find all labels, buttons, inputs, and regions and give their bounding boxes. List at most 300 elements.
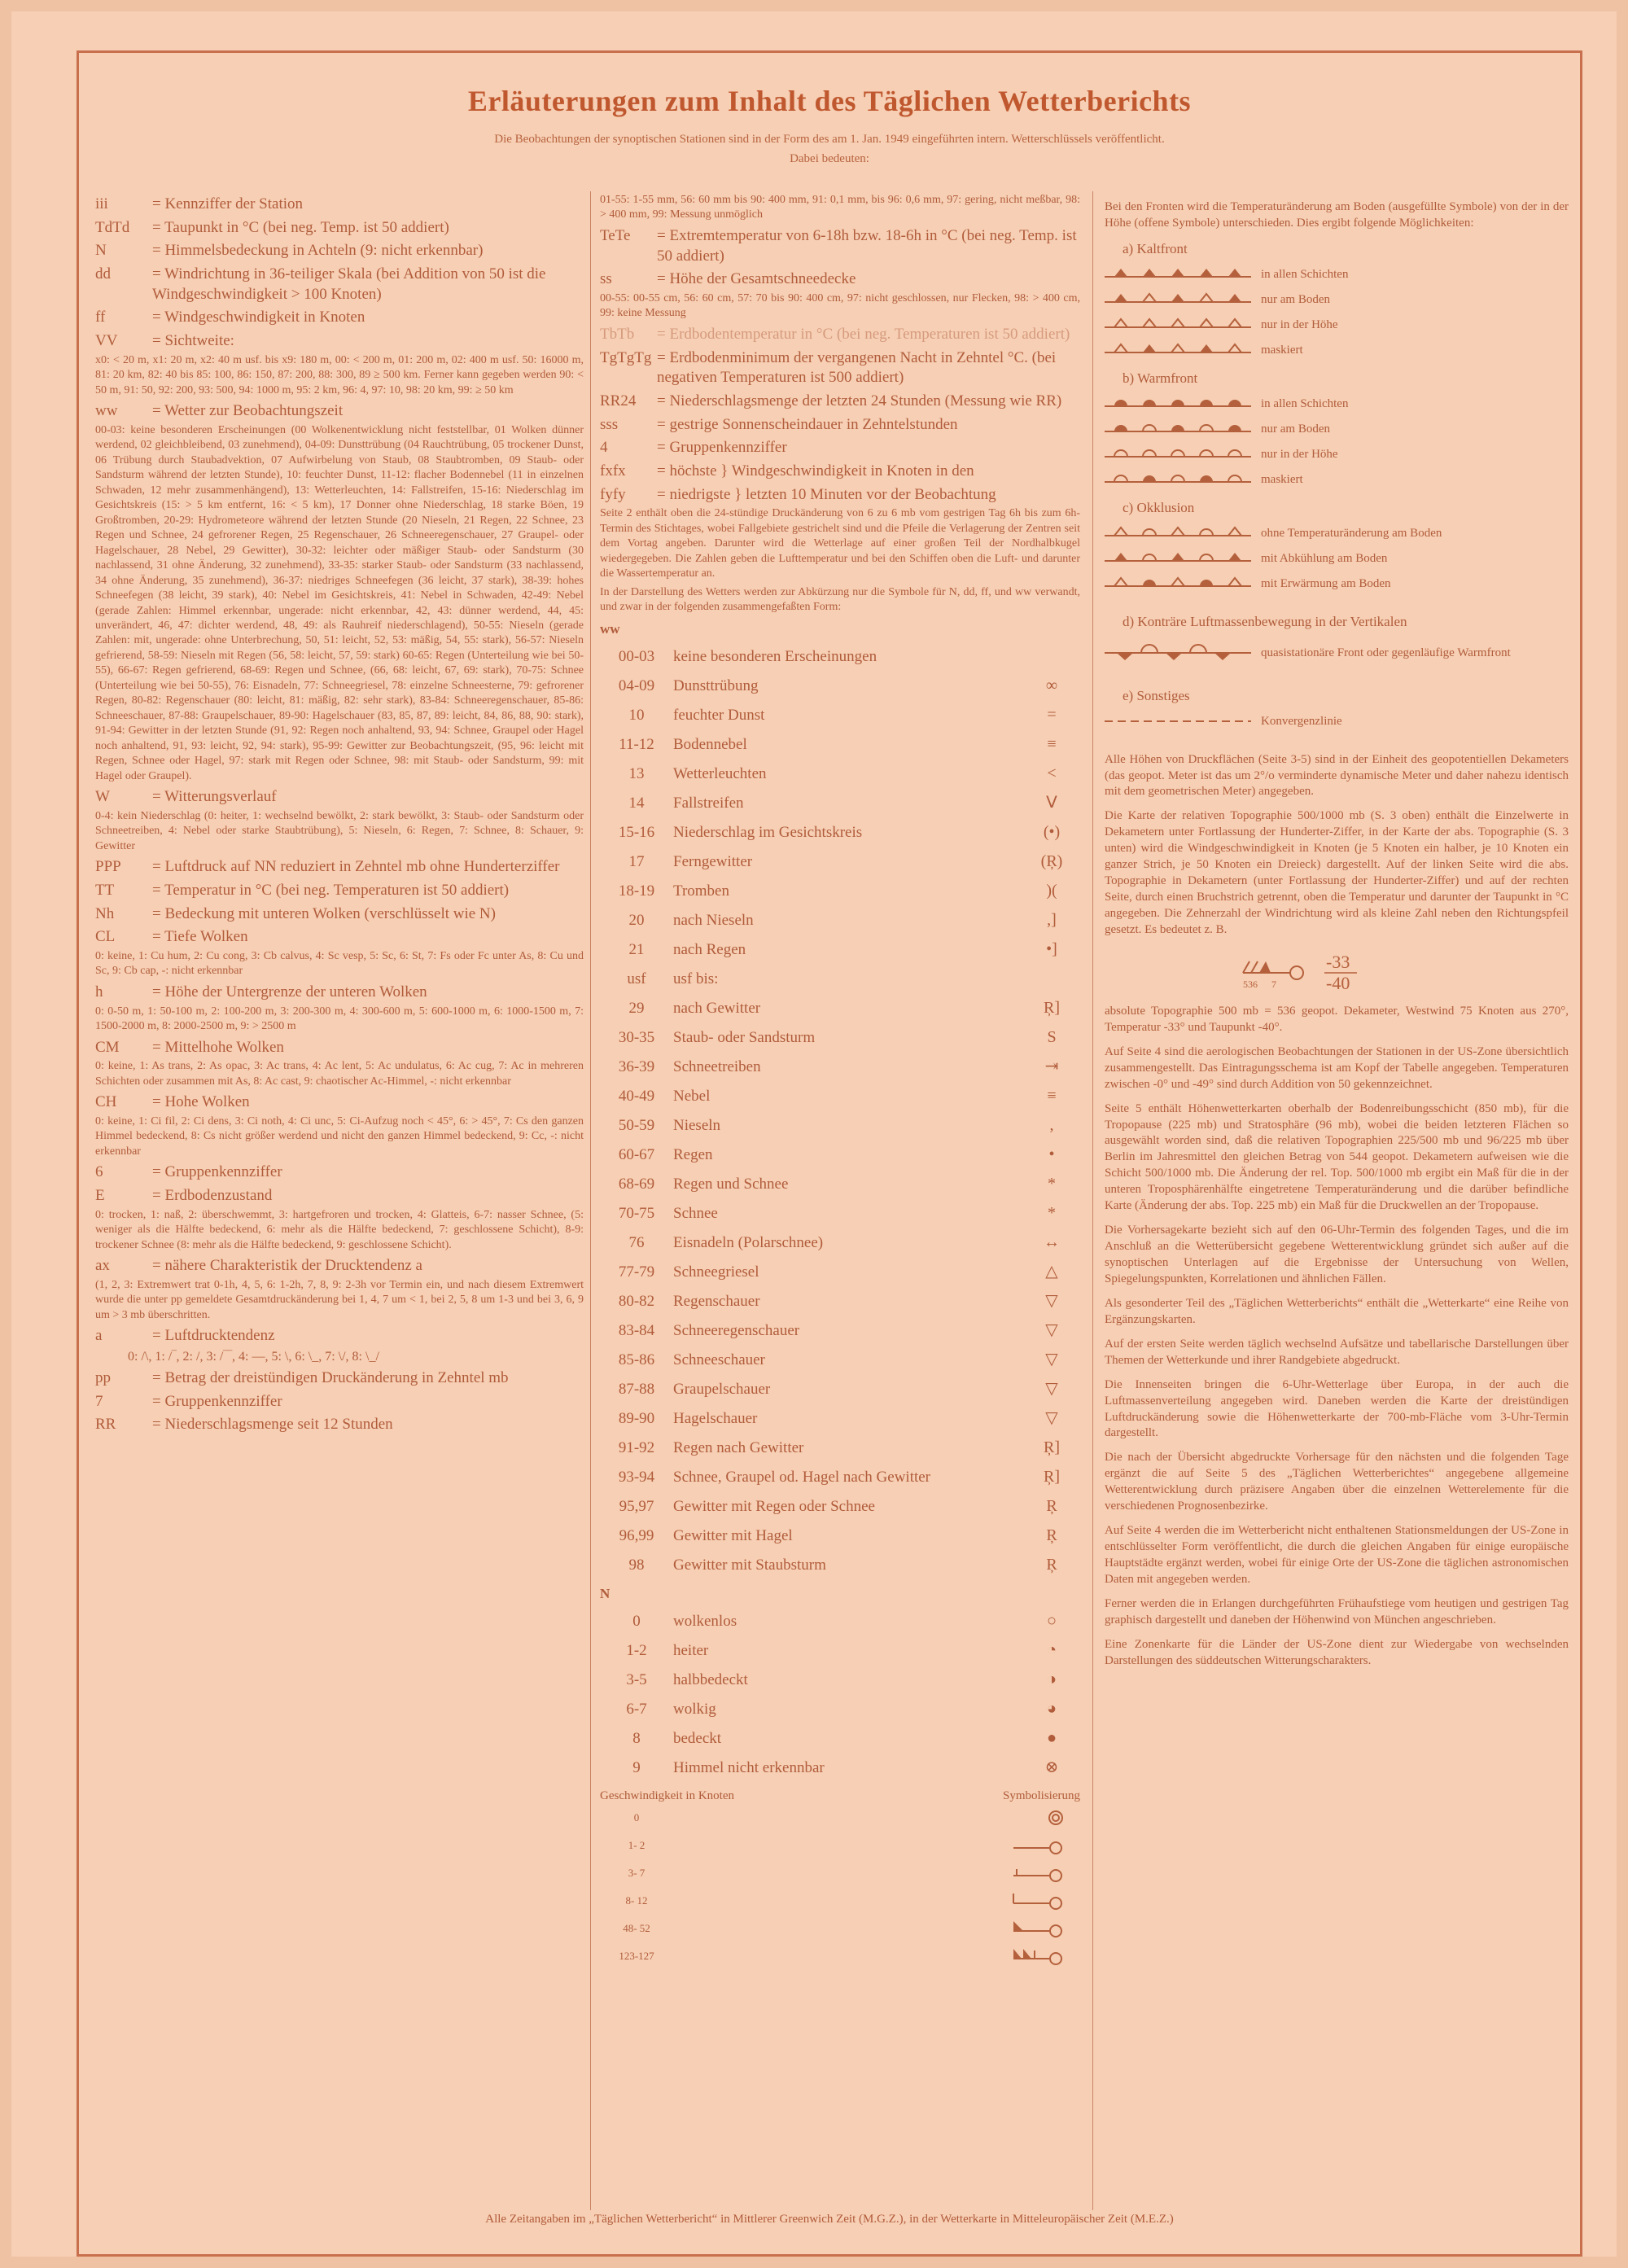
def-sss: [600, 415, 1080, 436]
ww-row-code: 83-84: [618, 1321, 655, 1339]
def-value: = höchste } Windgeschwindigkeit in Knoten in den: [657, 462, 974, 480]
def-value: = nähere Charakteristik der Drucktendenz a: [152, 1257, 422, 1275]
convergence-line-label: Konvergenzlinie: [1261, 714, 1342, 728]
ww-row-symbol: *: [1048, 1175, 1056, 1193]
n-row-description: wolkig: [673, 1700, 716, 1718]
def-group-4: [600, 438, 1080, 458]
wind-row: [600, 1832, 1080, 1859]
wind-symbol-table: [600, 1804, 1080, 1970]
def-key: CM: [95, 1038, 120, 1056]
ww-row-code: 70-75: [618, 1204, 655, 1222]
ww-row: [600, 994, 1080, 1023]
def-value: = Witterungsverlauf: [152, 788, 277, 806]
ww-row: [600, 1287, 1080, 1316]
ww-row-description: nach Nieseln: [673, 911, 754, 929]
ww-row-code: 40-49: [618, 1087, 655, 1105]
ww-row-symbol: ▽: [1045, 1380, 1058, 1399]
column-left: [95, 191, 584, 1435]
def-value: = Höhe der Gesamtschneedecke: [657, 270, 856, 288]
ww-row-code: 36-39: [618, 1057, 655, 1075]
page-sheet: [11, 11, 1617, 2257]
warm-front-symbol: [1105, 445, 1251, 463]
ww-row: [600, 1492, 1080, 1521]
h-explanation: 0: 0-50 m, 1: 50-100 m, 2: 100-200 m, 3: 200-300 m, 4: 300-600 m, 5: 600-1000 m, 6: 1000-1500 m, 7: 1500-2000 m, 8: 2000-2500 m, 9: > 2500 m: [95, 1005, 584, 1033]
occlusion-row: [1105, 571, 1569, 597]
ww-row-symbol: ≡: [1047, 1087, 1057, 1106]
ww-row-code: 13: [628, 764, 645, 782]
cold-front-row: [1105, 262, 1569, 287]
def-key: 6: [95, 1163, 103, 1181]
ww-row: [600, 1141, 1080, 1170]
ch-explanation: 0: keine, 1: Ci fil, 2: Ci dens, 3: Ci noth, 4: Ci unc, 5: Ci-Aufzug noch < 45°, 6: > 45°, 7: Cs den ganzen Himmel bedeckend, 8: Cs nicht größer werdend und nicht den ganzen Himmel bedeckend, 9: Cc, -: nicht erkennbar: [95, 1114, 584, 1158]
ww-row: [600, 1346, 1080, 1375]
ww-row: [600, 1228, 1080, 1258]
ww-row-code: 76: [628, 1233, 645, 1251]
warm-front-symbol: [1105, 420, 1251, 438]
cold-front-symbol: [1105, 341, 1251, 359]
ww-row: [600, 1023, 1080, 1053]
ww-row-code: 98: [628, 1556, 645, 1574]
page-subtitle: Die Beobachtungen der synoptischen Stationen sind in der Form des am 1. Jan. 1949 eingeführten intern. Wetterschlüssels veröffentlicht.: [494, 133, 1165, 146]
ww-row-description: Fallstreifen: [673, 794, 744, 812]
forecast-paragraph: Die Vorhersagekarte bezieht sich auf den 06-Uhr-Termin des folgenden Tages, und die im Anschluß an die Wetterübersicht gegebene Wetterentwicklung gründet sich außer auf die synoptischen Unterlagen auf die Ergebnisse der Untersuchung von Wellen, Spiegelungspunkten, Korrelationen und ähnlichen Fällen.: [1105, 1224, 1569, 1285]
cold-front-label: maskiert: [1261, 344, 1303, 357]
cl-explanation: 0: keine, 1: Cu hum, 2: Cu cong, 3: Cb calvus, 4: Sc vesp, 5: Sc, 6: St, 7: Fs oder Fc unter As, 8: Cu und Sc, 9: Cb cap, -: nicht erkennbar: [95, 950, 584, 978]
wetterkarte-paragraph: Als gesonderter Teil des „Täglichen Wetterberichts“ enthält die „Wetterkarte“ eine Reihe von Ergänzungskarten.: [1105, 1296, 1569, 1326]
def-ch: [95, 1092, 584, 1113]
def-key: PPP: [95, 858, 121, 876]
def-nh: [95, 904, 584, 925]
ww-row-description: Schneegriesel: [673, 1263, 759, 1281]
ww-row-code: 85-86: [618, 1351, 655, 1368]
ww-row-symbol: ▽: [1045, 1292, 1058, 1311]
ww-row: [600, 965, 1080, 994]
cold-front-heading: a) Kaltfront: [1123, 240, 1188, 256]
cm-explanation: 0: keine, 1: As trans, 2: As opac, 3: Ac trans, 4: Ac lent, 5: Ac undulatus, 6: Ac cug, 7: Ac in mehreren Schichten oder zusammen mit As, 8: Ac cast, 9: chaotischer Ac-Himmel, -: nicht erkennbar: [95, 1060, 584, 1088]
wind-row: [600, 1915, 1080, 1942]
def-key: TdTd: [95, 218, 130, 236]
def-key: iii: [95, 195, 108, 212]
wind-speed-range: 1- 2: [628, 1839, 646, 1852]
def-e: [95, 1186, 584, 1206]
ww-row-description: Regen: [673, 1145, 713, 1163]
def-tt: [95, 881, 584, 901]
def-value: = Mittelhohe Wolken: [152, 1038, 284, 1056]
wind-barb-icon: [1007, 1890, 1072, 1911]
ww-row-code: 14: [628, 794, 645, 812]
def-key: 4: [600, 439, 608, 457]
def-key: ss: [600, 270, 612, 288]
n-row: [600, 1754, 1080, 1783]
occlusion-symbol: [1105, 549, 1251, 567]
n-row-description: Himmel nicht erkennbar: [673, 1758, 825, 1776]
station-plot-example: [1105, 947, 1569, 996]
n-row: [600, 1724, 1080, 1754]
page-title: Erläuterungen zum Inhalt des Täglichen Wetterberichts: [467, 85, 1192, 117]
symbols-intro: In der Darstellung des Wetters werden zur Abkürzung nur die Symbole für N, dd, ff, und ww verwandt, und zwar in der folgenden zusammengefaßten Form:: [600, 585, 1080, 614]
n-row-code: 9: [632, 1758, 641, 1776]
warm-front-symbol: [1105, 471, 1251, 488]
def-value: = Erdbodenminimum der vergangenen Nacht in Zehntel °C. (bei negativen Temperaturen ist 500 addiert): [657, 348, 1057, 387]
ss-explanation: 00-55: 00-55 cm, 56: 60 cm, 57: 70 bis 90: 400 cm, 97: nicht geschlossen, nur Flecken, 98: > 400 cm, 99: keine Messung: [600, 292, 1080, 320]
ww-row-symbol: ,: [1049, 1116, 1054, 1135]
ww-row: [600, 906, 1080, 935]
ww-row-code: 50-59: [618, 1116, 655, 1134]
ww-row: [600, 847, 1080, 877]
def-value: = Hohe Wolken: [152, 1093, 250, 1111]
def-value: = Niederschlagsmenge der letzten 24 Stunden (Messung wie RR): [657, 392, 1062, 409]
example-height: 536: [1243, 978, 1258, 990]
ww-row-symbol: Ŗ: [1046, 1556, 1057, 1574]
n-table-heading: N: [600, 1585, 610, 1601]
def-value: = Erdbodentemperatur in °C (bei neg. Temperaturen ist 50 addiert): [657, 325, 1070, 343]
column-divider-1: [590, 191, 591, 2210]
ww-row-description: nach Regen: [673, 940, 746, 958]
def-tete: [600, 226, 1080, 266]
ww-row: [600, 1434, 1080, 1463]
def-ff: [95, 308, 584, 328]
contrary-movement-heading: d) Konträre Luftmassenbewegung in der Vertikalen: [1123, 613, 1407, 629]
n-row-description: heiter: [673, 1641, 709, 1659]
wind-barb-icon: [1007, 1918, 1072, 1939]
forecast-districts-paragraph: Die nach der Übersicht abgedruckte Vorhersage für den nächsten und die folgenden Tage ergänzt die auf Seite 5 des „Täglichen Wetterberichtes“ angegebene allgemeine Wetterentwicklung durch präzisere Angaben über die einzelnen Wetterelemente für die verschiedenen Prognosenbezirke.: [1105, 1451, 1569, 1513]
def-key: TeTe: [600, 226, 631, 244]
ww-row-symbol: ᐯ: [1046, 794, 1057, 812]
ww-row-description: Gewitter mit Regen oder Schnee: [673, 1497, 875, 1515]
ww-row: [600, 672, 1080, 701]
ww-row: [600, 818, 1080, 847]
def-value: = Bedeckung mit unteren Wolken (verschlüsselt wie N): [152, 904, 496, 922]
def-group-7: [95, 1392, 584, 1412]
ww-row-symbol: ▽: [1045, 1321, 1058, 1340]
seite5-paragraph: Seite 5 enthält Höhenwetterkarten oberhalb der Bodenreibungsschicht (850 mb), für die Tropopause (225 mb) und Stratosphäre (96 mb), wobei die beiden letzteren Flächen so ausgewählt worden sind, daß die relativen Topographien 225/500 mb und 96/225 mb über Berlin im Jahresmittel den gleichen Betrag von 544 geopot. Dekametern aufweisen wie die Schicht 500/1000 mb. Die Änderung der rel. Top. 500/1000 mb ergibt ein Maß für die in der unteren Troposphärenhälfte eingetretene Temperaturänderung und die darüber befindliche Karte (Änderung der abs. Top. 225 mb) ein Maß für die Druckwellen an der Tropopause.: [1105, 1101, 1569, 1213]
first-page-paragraph: Auf der ersten Seite werden täglich wechselnd Aufsätze und tabellarische Darstellungen über Themen der Wetterkunde und ihrer Randgebiete abgedruckt.: [1105, 1337, 1569, 1367]
cold-front-label: nur am Boden: [1261, 293, 1330, 307]
def-value: = Extremtemperatur von 6-18h bzw. 18-6h in °C (bei neg. Temp. ist 50 addiert): [657, 226, 1077, 265]
def-key: 7: [95, 1392, 103, 1410]
def-key: dd: [95, 265, 111, 283]
ww-row-code: 95,97: [619, 1497, 654, 1515]
ww-row-code: 04-09: [618, 676, 655, 694]
ww-row: [600, 701, 1080, 730]
ww-row-code: 87-88: [618, 1380, 655, 1398]
ww-row-code: 60-67: [618, 1145, 655, 1163]
n-row: [600, 1695, 1080, 1724]
n-row-code: 3-5: [626, 1670, 647, 1688]
ww-row-description: Regen und Schnee: [673, 1175, 789, 1193]
quasistationary-front-symbol: [1105, 644, 1251, 662]
n-row-symbol: ●: [1046, 1729, 1057, 1748]
def-value: = Gruppenkennziffer: [657, 439, 787, 457]
cold-front-symbol: [1105, 291, 1251, 309]
n-row: [600, 1607, 1080, 1636]
n-row-symbol: ◔: [1046, 1641, 1057, 1660]
def-value: = Windgeschwindigkeit in Knoten: [152, 309, 365, 326]
ww-row-code: 10: [628, 706, 645, 724]
zone-map-paragraph: Eine Zonenkarte für die Länder der US-Zone dient zur Wiedergabe von wechselnden Darstellungen des süddeutschen Witterungscharakters.: [1105, 1637, 1569, 1667]
ww-row: [600, 1463, 1080, 1492]
def-key: pp: [95, 1368, 111, 1386]
warm-front-list: [1105, 392, 1569, 493]
def-key: ax: [95, 1257, 110, 1275]
def-value: = gestrige Sonnenscheindauer in Zehntelstunden: [657, 415, 958, 433]
wind-barb-icon: [1007, 1946, 1072, 1967]
def-value: = Tiefe Wolken: [152, 928, 248, 946]
ww-row: [600, 789, 1080, 818]
ww-row-symbol: Ŗ]: [1044, 999, 1060, 1018]
warm-front-label: maskiert: [1261, 473, 1303, 487]
cold-front-row: [1105, 287, 1569, 313]
def-key: fyfy: [600, 485, 626, 503]
def-tdtd: [95, 218, 584, 239]
ww-row-description: usf bis:: [673, 970, 719, 987]
ww-row: [600, 1404, 1080, 1434]
ww-row: [600, 760, 1080, 789]
def-value: = Erdbodenzustand: [152, 1186, 273, 1204]
ww-row-symbol: △: [1045, 1263, 1058, 1281]
page-subtitle-2: Dabei bedeuten:: [790, 152, 869, 165]
occlusion-heading: c) Okklusion: [1123, 499, 1195, 515]
def-cm: [95, 1038, 584, 1058]
ww-row-code: 93-94: [618, 1468, 655, 1486]
ww-row: [600, 642, 1080, 672]
page-frame: [77, 50, 1582, 2257]
def-w: [95, 787, 584, 808]
rr-explanation: 01-55: 1-55 mm, 56: 60 mm bis 90: 400 mm, 91: 0,1 mm, bis 96: 0,6 mm, 97: gering, nicht meßbar, 98: > 400 mm, 99: Messung unmöglich: [600, 194, 1080, 221]
warm-front-row: [1105, 442, 1569, 467]
ww-table-heading: ww: [600, 620, 620, 637]
misc-heading: e) Sonstiges: [1123, 687, 1190, 703]
column-right: [1105, 191, 1569, 1678]
def-key: TgTgTg: [600, 348, 652, 366]
n-row-code: 1-2: [626, 1641, 647, 1659]
def-cl: [95, 927, 584, 948]
n-row-code: 6-7: [626, 1700, 647, 1718]
def-value: = Höhe der Untergrenze der unteren Wolken: [152, 983, 427, 1000]
ww-row-description: feuchter Dunst: [673, 706, 765, 724]
occlusion-symbol: [1105, 524, 1251, 542]
ww-explanation: 00-03: keine besonderen Erscheinungen (00 Wolkenentwicklung nicht feststellbar, 01 Wolken dünner werdend, 02 gleichbleibend, 03 zunehmend), 04-09: Dunsttrübung (04 Rauchtrübung, 05 trockener Dunst, 06 Trübung durch Staubadvektion, 07 Aufwirbelung von Staub, 08 Staubtromben, 09 Staub- oder Sandsturm während der letzten Stunde), 10: feuchter Dunst, 11-12: flacher Bodennebel (11 in einzelnen Schwaden, 12 mehr zusammenhängend), 13: Wetterleuchten, 14: Fallstreifen, 15-16: Niederschlag im Gesichtskreis (15: > 5 km entfernt, 16: < 5 km), 17 Donner ohne Niederschlag, 18 starke Böen, 19 Großtromben, 20-29: Hydrometeore während der letzten Stunde (20 Nieseln, 21 Regen, 22 Schnee, 23 Regen und Schnee, 24 gefrorener Regen, 25 Regenschauer, 26 Schneeregenschauer, 27 Graupel- oder Hagelschauer, 28 Nebel, 29 Gewitter), 30-32: leichter oder mäßiger Staub- oder Sandsturm (30 nachlassend, 31 ohne Änderung, 32 zunehmend), 33-35: starker Staub- oder Sandsturm (33 nachlassend, 34 ohne Änderung, 35 zunehmend), 36-37: niedriges Schneefegen (36 leicht, 37 stark), 38-39: hohes Schneefegen (38 leicht, 39 stark), 40: Nebel im Gesichtskreis, 41: Nebel in Schwaden, 42-49: Nebel (gerade Zahlen: Himmel erkennbar, ungerade: nicht erkennbar, 42, 43: dünner werdend, 44, 45: unverändert, 46, 47: dichter werdend, 48, 49: als Rauhreif niederschlagend), 50-55: Nieseln (gerade Zahlen: mit, ungerade: ohne Unterbrechung, 50, 51: leicht, 52, 53: mäßig, 54, 55: stark), 56-57: Nieseln gefrierend, 58-59: Nieseln mit Regen (56, 58: leicht, 57, 59: stark) 60-65: Regen (Unterteilung wie bei 50-55), 66-67: Regen gefrierend, 68-69: Regen und Schnee, (66, 68: leicht, 67, 69: stark), 70-75: Schnee (Unterteilung wie bei 50-55), 76: Eisnadeln, 77: Schneegriesel, 78: einzelne Schneesterne, 79: gefrorener Regen, 80-82: Regenschauer (80: leicht, 81: mäßig, 82: sehr stark), 83-84: Schneeregenschauer, 85-86: Schneeschauer, 87-88: Graupelschauer, 89-90: Hagelschauer (83, 85, 87, 89: leicht, 84, 86, 88, 90: stark), 91-94: Gewitter in der letzten Stunde (91, 92: Regen noch anhaltend, 93, 94: Schnee, Graupel oder Hagel noch anhaltend, 91, 93: leicht, 92, 94: stark), 95-99: Gewitter zur Beobachtungszeit, (95, 96: leicht mit Regen, Schnee oder Hagel, 97: stark mit Regen oder Schnee, 98: mit Staub- oder Sandsturm, 99: mit Hagel oder Graupel).: [95, 423, 584, 782]
ww-row-description: Graupelschauer: [673, 1380, 771, 1398]
ww-row-code: 17: [628, 852, 645, 870]
def-group-6: [95, 1162, 584, 1183]
ww-row-description: Schnee, Graupel od. Hagel nach Gewitter: [673, 1468, 931, 1486]
ww-row-symbol: •]: [1046, 940, 1057, 959]
example-explanation: absolute Topographie 500 mb = 536 geopot. Dekameter, Westwind 75 Knoten aus 270°, Temperatur -33° und Taupunkt -40°.: [1105, 1004, 1569, 1034]
def-key: TbTb: [600, 325, 635, 343]
cold-front-row: [1105, 313, 1569, 338]
ww-row-symbol: ≡: [1047, 735, 1057, 754]
occlusion-row: [1105, 521, 1569, 546]
ax-explanation: (1, 2, 3: Extremwert trat 0-1h, 4, 5, 6: 1-2h, 7, 8, 9: 2-3h vor Termin ein, und nach diesem Extremwert wurde die unter pp gemeldete Gesamtdruckänderung bei 1, 4, 7 um < 1, bei 2, 5, 8 um 1-3 und bei 3, 6, 9 um > 3 mb überschritten.: [95, 1278, 584, 1321]
column-middle: [600, 191, 1080, 1970]
footer-note: Alle Zeitangaben im „Täglichen Wetterbericht“ in Mittlerer Greenwich Zeit (M.G.Z.), in der Wetterkarte in Mitteleuropäischer Zeit (M.E.Z.): [485, 2213, 1174, 2226]
seite4-paragraph: Auf Seite 4 sind die aerologischen Beobachtungen der Stationen in der US-Zone übersichtlich zusammengestellt. Das Eintragungsschema ist am Kopf der Tabelle angegeben. Temperaturen zwischen -0° und -49° sind durch Addition von 50 gekennzeichnet.: [1105, 1044, 1569, 1091]
n-row-code: 8: [632, 1729, 641, 1747]
station-reports-paragraph: Auf Seite 4 werden die im Wetterbericht nicht enthaltenen Stationsmeldungen der US-Zone in entschlüsselter Form veröffentlicht, die durch die gleichen Angaben für einige europäische Hauptstädte ergänzt werden, wobei für einige Orte der US-Zone die täglichen astronomischen Daten mit angegeben werden.: [1105, 1524, 1569, 1586]
ww-row-description: Tromben: [673, 882, 729, 900]
ww-row-code: 96,99: [619, 1526, 654, 1544]
quasistationary-front-label: quasistationäre Front oder gegenläufige Warmfront: [1261, 646, 1511, 659]
def-dd: [95, 265, 584, 304]
ww-row-symbol: ∞: [1045, 676, 1058, 695]
example-dewpoint: -40: [1326, 972, 1350, 993]
def-value: = Kennziffer der Station: [152, 195, 303, 212]
def-key: fxfx: [600, 462, 626, 480]
wind-row: [600, 1804, 1080, 1832]
def-key: VV: [95, 332, 118, 350]
ww-row-symbol: =: [1047, 706, 1057, 725]
ww-row-description: Dunsttrübung: [673, 676, 759, 694]
def-value: = Luftdrucktendenz: [152, 1327, 275, 1345]
ww-row-code: 11-12: [619, 735, 654, 753]
def-value: = Betrag der dreistündigen Druckänderung in Zehntel mb: [152, 1368, 509, 1386]
ww-row-symbol: Ŗ]: [1044, 1438, 1060, 1457]
n-row: [600, 1666, 1080, 1695]
ww-row: [600, 730, 1080, 760]
wind-speed-range: 48- 52: [623, 1922, 650, 1935]
wind-speed-heading: Geschwindigkeit in Knoten: [600, 1789, 734, 1802]
ww-row-code: 21: [628, 940, 645, 958]
ww-row-symbol: )(: [1046, 882, 1057, 900]
wind-speed-range: 3- 7: [628, 1867, 646, 1880]
warm-front-label: in allen Schichten: [1261, 397, 1349, 411]
def-tgtg: [600, 348, 1080, 388]
wind-row: [600, 1942, 1080, 1970]
ww-row-symbol: Ŗ]: [1044, 1468, 1060, 1486]
warm-front-label: nur am Boden: [1261, 423, 1330, 436]
ww-row: [600, 877, 1080, 906]
convergence-line-row: [1105, 709, 1569, 734]
def-key: sss: [600, 415, 619, 433]
def-key: TT: [95, 881, 115, 899]
n-row-symbol: ⊗: [1044, 1758, 1059, 1777]
e-explanation: 0: trocken, 1: naß, 2: überschwemmt, 3: hartgefroren und trocken, 4: Glatteis, 6-7: nasser Schnee, (5: weniger als die Hälfte bedeckend, 6: mehr als die Hälfte bedeckend, 7: geschlossene Schicht), 8-9: trockener Schnee (8: mehr als die Hälfte bedeckend, 9: geschlossene Schicht).: [95, 1208, 584, 1251]
a-tendency-symbols: 0: /\, 1: /‾, 2: /, 3: /‾‾, 4: —, 5: \, 6: \_, 7: \/, 8: \_/: [128, 1349, 379, 1364]
cold-front-label: nur in der Höhe: [1261, 318, 1338, 332]
ww-row-description: Ferngewitter: [673, 852, 753, 870]
def-value: = niedrigste } letzten 10 Minuten vor der Beobachtung: [657, 485, 996, 503]
ww-row: [600, 1258, 1080, 1287]
ww-row-description: nach Gewitter: [673, 999, 761, 1017]
vv-explanation: x0: < 20 m, x1: 20 m, x2: 40 m usf. bis x9: 180 m, 00: < 200 m, 01: 200 m, 02: 400 m usf. 50: 16000 m, 81: 20 km, 82: 40 bis 85: 100, 86: 150, 87: 200, 88: 300, 89 ≥ 500 km. Ferner kann gegeben werden 90: < 50 m, 91: 50, 92: 200, 93: 500, 94: 1000 m, 95: 2 km, 96: 4, 97: 10, 98: 20 km, 99: ≥ 50 km: [95, 353, 584, 396]
n-row-symbol: ◕: [1046, 1700, 1057, 1719]
def-value: = Gruppenkennziffer: [152, 1392, 282, 1410]
def-ww: [95, 401, 584, 422]
ww-row-code: 18-19: [618, 882, 655, 900]
def-ss: [600, 269, 1080, 290]
def-h: [95, 983, 584, 1003]
ww-row-symbol: Ŗ: [1046, 1526, 1057, 1545]
seite2-text: Seite 2 enthält oben die 24-stündige Druckänderung von 6 zu 6 mb vom gestrigen Tag 6h bis zum 6h-Termin des Stichtages, wobei Fallgebiete gestrichelt sind und die Pfeile die Verlagerung der Zentren seit dem Vortag angeben. Darunter wird die Wetterlage auf einer großen Teil der Nordhalbkugel wiedergegeben. Die Zahlen geben die Lufttemperatur und bei den Schiffen oben die Luft- und darunter die Wassertemperatur an.: [600, 507, 1080, 580]
def-ppp: [95, 857, 584, 878]
def-value: = Niederschlagsmenge seit 12 Stunden: [152, 1416, 393, 1434]
def-value: = Sichtweite:: [152, 332, 234, 350]
ww-row: [600, 1082, 1080, 1111]
def-value: = Gruppenkennziffer: [152, 1163, 282, 1181]
ww-row-symbol: (Ŗ): [1040, 852, 1063, 871]
def-key: E: [95, 1186, 105, 1204]
ww-row-description: keine besonderen Erscheinungen: [673, 647, 877, 665]
def-rr: [95, 1415, 584, 1435]
wind-speed-range: 0: [633, 1811, 640, 1824]
def-tbtb: [600, 325, 1080, 345]
ww-row-code: 30-35: [618, 1028, 655, 1046]
heights-paragraph: Alle Höhen von Druckflächen (Seite 3-5) sind in der Einheit des geopotentiellen Dekameters (das geopot. Meter ist das um 2°/o verminderte dynamische Meter und daher nahezu identisch mit dem geometrischen Meter) angegeben.: [1105, 752, 1569, 799]
ww-row-description: Schneetreiben: [673, 1057, 761, 1075]
ww-row: [600, 1111, 1080, 1141]
def-iii: [95, 195, 584, 215]
ww-row-description: Regenschauer: [673, 1292, 760, 1310]
ww-row-description: Wetterleuchten: [673, 764, 767, 782]
wind-speed-range: 123-127: [619, 1950, 654, 1963]
ww-row-symbol: ⇥: [1044, 1057, 1059, 1076]
ww-row: [600, 1170, 1080, 1199]
def-pp: [95, 1368, 584, 1389]
ww-row-description: Schnee: [673, 1204, 718, 1222]
ww-row-description: Gewitter mit Staubsturm: [673, 1556, 826, 1574]
def-value: = Luftdruck auf NN reduziert in Zehntel mb ohne Hunderterziffer: [152, 858, 560, 876]
wind-barb-icon: [1007, 1807, 1072, 1828]
def-key: h: [95, 983, 103, 1000]
ww-row-code: 20: [628, 911, 645, 929]
cold-front-symbol: [1105, 265, 1251, 283]
ww-row-description: Gewitter mit Hagel: [673, 1526, 793, 1544]
def-vv: [95, 331, 584, 352]
ww-row-code: 80-82: [618, 1292, 655, 1310]
ww-row-symbol: S: [1047, 1028, 1057, 1047]
ww-row-description: Hagelschauer: [673, 1409, 758, 1427]
ww-row-symbol: Ŗ: [1046, 1497, 1057, 1516]
erlangen-paragraph: Ferner werden die in Erlangen durchgeführten Frühaufstiege vom heutigen und gestrigen Tag graphisch dargestellt und daneben der Höhenwind von München angeschrieben.: [1105, 1596, 1569, 1627]
example-dd: 7: [1271, 978, 1276, 990]
def-key: ff: [95, 309, 106, 326]
ww-row: [600, 1375, 1080, 1404]
occlusion-symbol: [1105, 575, 1251, 593]
def-key: RR: [95, 1416, 116, 1434]
ww-row-description: Eisnadeln (Polarschnee): [673, 1233, 824, 1251]
def-fyfy: [600, 485, 1080, 506]
ww-row-code: 91-92: [618, 1438, 655, 1456]
n-row-symbol: ◑: [1046, 1670, 1057, 1689]
example-temperature: -33: [1326, 951, 1350, 972]
ww-row-description: Nieseln: [673, 1116, 721, 1134]
ww-row-code: usf: [627, 970, 646, 987]
ww-row: [600, 1053, 1080, 1082]
def-value: = Wetter zur Beobachtungszeit: [152, 402, 344, 420]
n-row-code: 0: [632, 1612, 641, 1630]
warm-front-row: [1105, 467, 1569, 493]
def-a: [95, 1326, 584, 1346]
ww-row-symbol: ▽: [1045, 1409, 1058, 1428]
ww-row-code: 00-03: [618, 647, 655, 665]
occlusion-label: mit Erwärmung am Boden: [1261, 577, 1391, 591]
def-key: CL: [95, 928, 116, 946]
def-ax: [95, 1256, 584, 1276]
station-plot-example-symbol: [1227, 947, 1438, 996]
n-row-description: wolkenlos: [673, 1612, 737, 1630]
ww-row-symbol: *: [1048, 1204, 1056, 1223]
ww-row-description: Niederschlag im Gesichtskreis: [673, 823, 863, 841]
wind-table-header: [600, 1788, 1080, 1804]
ww-symbol-table: [600, 642, 1080, 1580]
ww-row-symbol: ▽: [1045, 1351, 1058, 1369]
ww-row-description: Staub- oder Sandsturm: [673, 1028, 816, 1046]
warm-front-row: [1105, 417, 1569, 442]
ww-row-symbol: ,]: [1047, 911, 1057, 930]
convergence-line-symbol: [1105, 712, 1251, 730]
ww-row-symbol: <: [1047, 764, 1057, 783]
